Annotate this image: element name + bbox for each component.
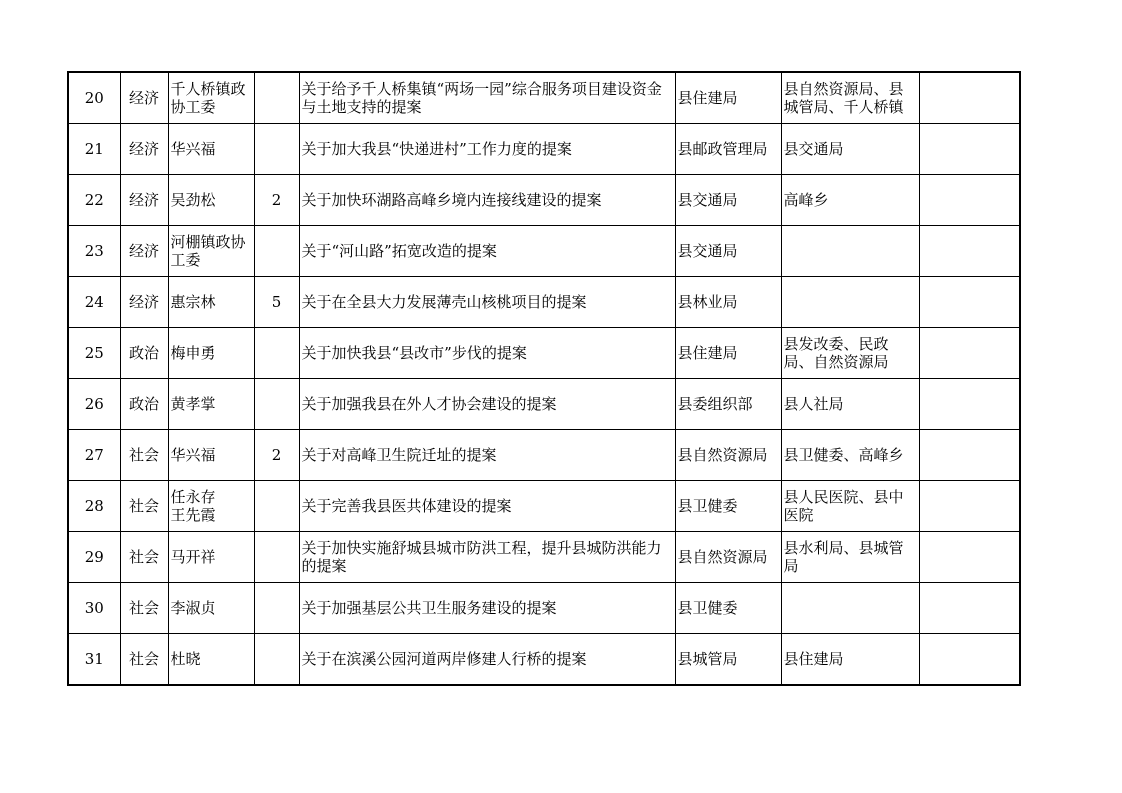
table-row (68, 175, 1020, 226)
proposal-title-cell: 关于加强基层公共卫生服务建设的提案 (299, 583, 675, 634)
note-cell (919, 124, 1020, 175)
proposal-title-cell: 关于“河山路”拓宽改造的提案 (299, 226, 675, 277)
co-signer-count-cell (254, 124, 299, 175)
co-signer-count-cell (254, 481, 299, 532)
table-row (68, 379, 1020, 430)
proposal-title-cell: 关于给予千人桥集镇“两场一园”综合服务项目建设资金与土地支持的提案 (299, 72, 675, 124)
row-number-cell: 23 (68, 226, 120, 277)
lead-department-cell: 县住建局 (675, 328, 781, 379)
co-signer-count-cell: 5 (254, 277, 299, 328)
co-department-cell: 县人社局 (781, 379, 919, 430)
proposal-title-cell: 关于在滨溪公园河道两岸修建人行桥的提案 (299, 634, 675, 686)
lead-department-cell: 县卫健委 (675, 481, 781, 532)
co-department-cell: 县住建局 (781, 634, 919, 686)
co-signer-count-cell (254, 532, 299, 583)
note-cell (919, 72, 1020, 124)
category-cell: 政治 (120, 379, 168, 430)
table-row (68, 72, 1020, 124)
proposer-cell: 惠宗林 (168, 277, 254, 328)
co-department-cell: 县水利局、县城管局 (781, 532, 919, 583)
lead-department-cell: 县自然资源局 (675, 430, 781, 481)
co-signer-count-cell (254, 379, 299, 430)
co-department-cell: 县交通局 (781, 124, 919, 175)
co-department-cell: 县发改委、民政局、自然资源局 (781, 328, 919, 379)
lead-department-cell: 县邮政管理局 (675, 124, 781, 175)
proposer-cell: 梅申勇 (168, 328, 254, 379)
lead-department-cell: 县委组织部 (675, 379, 781, 430)
row-number-cell: 24 (68, 277, 120, 328)
proposer-cell: 任永存 王先霞 (168, 481, 254, 532)
proposer-cell: 李淑贞 (168, 583, 254, 634)
table-row (68, 583, 1020, 634)
proposal-title-cell: 关于加强我县在外人才协会建设的提案 (299, 379, 675, 430)
category-cell: 经济 (120, 72, 168, 124)
co-department-cell (781, 583, 919, 634)
table-row (68, 634, 1020, 686)
category-cell: 社会 (120, 634, 168, 686)
table-row (68, 430, 1020, 481)
category-cell: 政治 (120, 328, 168, 379)
proposal-title-cell: 关于对高峰卫生院迁址的提案 (299, 430, 675, 481)
category-cell: 经济 (120, 226, 168, 277)
note-cell (919, 277, 1020, 328)
lead-department-cell: 县交通局 (675, 226, 781, 277)
row-number-cell: 21 (68, 124, 120, 175)
category-cell: 社会 (120, 481, 168, 532)
co-signer-count-cell: 2 (254, 430, 299, 481)
row-number-cell: 30 (68, 583, 120, 634)
category-cell: 社会 (120, 430, 168, 481)
category-cell: 社会 (120, 583, 168, 634)
row-number-cell: 31 (68, 634, 120, 686)
proposer-cell: 杜晓 (168, 634, 254, 686)
co-department-cell: 县人民医院、县中医院 (781, 481, 919, 532)
proposer-cell: 华兴福 (168, 124, 254, 175)
row-number-cell: 25 (68, 328, 120, 379)
proposal-title-cell: 关于在全县大力发展薄壳山核桃项目的提案 (299, 277, 675, 328)
row-number-cell: 29 (68, 532, 120, 583)
proposal-title-cell: 关于完善我县医共体建设的提案 (299, 481, 675, 532)
table-row (68, 226, 1020, 277)
co-department-cell: 高峰乡 (781, 175, 919, 226)
note-cell (919, 226, 1020, 277)
proposer-cell: 华兴福 (168, 430, 254, 481)
note-cell (919, 532, 1020, 583)
co-department-cell (781, 277, 919, 328)
co-signer-count-cell: 2 (254, 175, 299, 226)
proposer-cell: 千人桥镇政协工委 (168, 72, 254, 124)
category-cell: 经济 (120, 277, 168, 328)
row-number-cell: 22 (68, 175, 120, 226)
row-number-cell: 28 (68, 481, 120, 532)
lead-department-cell: 县林业局 (675, 277, 781, 328)
note-cell (919, 481, 1020, 532)
co-signer-count-cell (254, 583, 299, 634)
note-cell (919, 175, 1020, 226)
row-number-cell: 20 (68, 72, 120, 124)
note-cell (919, 379, 1020, 430)
lead-department-cell: 县城管局 (675, 634, 781, 686)
note-cell (919, 430, 1020, 481)
table-row (68, 277, 1020, 328)
proposal-sheet (67, 71, 1021, 686)
note-cell (919, 583, 1020, 634)
proposal-table (67, 71, 1021, 686)
table-row (68, 328, 1020, 379)
row-number-cell: 26 (68, 379, 120, 430)
table-row (68, 532, 1020, 583)
table-row (68, 124, 1020, 175)
co-department-cell (781, 226, 919, 277)
category-cell: 经济 (120, 175, 168, 226)
co-department-cell: 县自然资源局、县城管局、千人桥镇 (781, 72, 919, 124)
note-cell (919, 634, 1020, 686)
lead-department-cell: 县卫健委 (675, 583, 781, 634)
proposer-cell: 马开祥 (168, 532, 254, 583)
category-cell: 社会 (120, 532, 168, 583)
proposal-title-cell: 关于加快环湖路高峰乡境内连接线建设的提案 (299, 175, 675, 226)
co-signer-count-cell (254, 72, 299, 124)
proposer-cell: 河棚镇政协工委 (168, 226, 254, 277)
co-department-cell: 县卫健委、高峰乡 (781, 430, 919, 481)
proposal-rows (68, 72, 1020, 685)
lead-department-cell: 县交通局 (675, 175, 781, 226)
lead-department-cell: 县住建局 (675, 72, 781, 124)
proposer-cell: 吴劲松 (168, 175, 254, 226)
co-signer-count-cell (254, 634, 299, 686)
proposer-cell: 黄孝掌 (168, 379, 254, 430)
table-row (68, 481, 1020, 532)
proposal-title-cell: 关于加快我县“县改市”步伐的提案 (299, 328, 675, 379)
proposal-title-cell: 关于加快实施舒城县城市防洪工程，提升县城防洪能力的提案 (299, 532, 675, 583)
proposal-title-cell: 关于加大我县“快递进村”工作力度的提案 (299, 124, 675, 175)
note-cell (919, 328, 1020, 379)
row-number-cell: 27 (68, 430, 120, 481)
co-signer-count-cell (254, 226, 299, 277)
lead-department-cell: 县自然资源局 (675, 532, 781, 583)
category-cell: 经济 (120, 124, 168, 175)
co-signer-count-cell (254, 328, 299, 379)
